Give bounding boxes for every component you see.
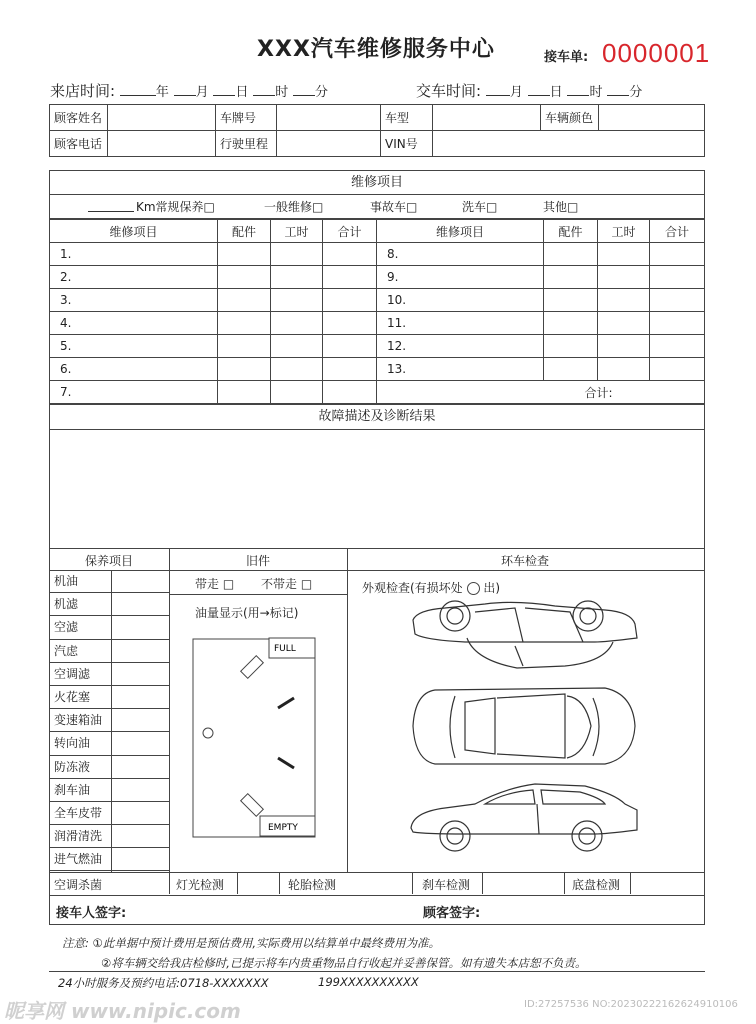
maint-item: 机油 bbox=[49, 570, 169, 593]
field-model[interactable] bbox=[433, 105, 541, 131]
field-plate[interactable] bbox=[277, 105, 381, 131]
field-name[interactable] bbox=[108, 105, 216, 131]
maint-item: 刹车油 bbox=[49, 779, 169, 802]
note-1: 注意: ①此单据中预计费用是预估费用,实际费用以结算单中最终费用为准。 bbox=[62, 936, 440, 950]
fault-section-title: 故障描述及诊断结果 bbox=[49, 404, 705, 430]
customer-signature[interactable]: 顾客签字: bbox=[423, 906, 481, 921]
table-row[interactable]: 2. 9. bbox=[50, 266, 705, 289]
light-check-label: 灯光检测 bbox=[176, 878, 225, 892]
type-other[interactable]: 其他□ bbox=[543, 200, 579, 214]
field-phone[interactable] bbox=[108, 131, 216, 157]
car-side-top-icon bbox=[413, 601, 637, 668]
total-label: 合计: bbox=[377, 381, 705, 404]
maint-item: 空调滤 bbox=[49, 663, 169, 686]
maint-list bbox=[49, 570, 169, 871]
depart-time: 交车时间: 月 日 时 分 bbox=[416, 82, 643, 100]
maint-item: 变速箱油 bbox=[49, 709, 169, 732]
maint-item: 全车皮带 bbox=[49, 802, 169, 825]
maint-item: 火花塞 bbox=[49, 686, 169, 709]
take-away-checkbox[interactable]: 带走 □ bbox=[195, 577, 235, 591]
field-vin[interactable] bbox=[433, 131, 705, 157]
label-phone: 顾客电话 bbox=[50, 131, 108, 157]
mobile-phone: 199XXXXXXXXXX bbox=[318, 975, 419, 989]
maint-item: 机滤 bbox=[49, 593, 169, 616]
label-mileage: 行驶里程 bbox=[216, 131, 277, 157]
repair-section-title: 维修项目 bbox=[49, 170, 705, 195]
receipt-number: 0000001 bbox=[602, 38, 711, 68]
oldparts-header: 旧件 bbox=[245, 554, 270, 568]
service-phone: 24小时服务及预约电话:0718-XXXXXXX bbox=[58, 976, 269, 990]
label-color: 车辆颜色 bbox=[541, 105, 599, 131]
table-row[interactable]: 1. 8. bbox=[50, 243, 705, 266]
watermark-id: ID:27257536 NO:20230222162624910106 bbox=[524, 999, 738, 1010]
label-vin: VIN号 bbox=[381, 131, 433, 157]
maint-item: 进气燃油 bbox=[49, 848, 169, 871]
customer-info-table bbox=[49, 104, 705, 157]
label-model: 车型 bbox=[381, 105, 433, 131]
full-label: FULL bbox=[274, 644, 296, 654]
field-mileage[interactable] bbox=[277, 131, 381, 157]
circle-mark-icon bbox=[467, 582, 480, 595]
table-row[interactable]: 6. 13. bbox=[50, 358, 705, 381]
signature-row bbox=[49, 894, 705, 925]
leave-checkbox[interactable]: 不带走 □ bbox=[261, 577, 313, 591]
table-row[interactable]: 4. 11. bbox=[50, 312, 705, 335]
maint-item: 空调杀菌 bbox=[54, 878, 103, 892]
fuel-gauge[interactable] bbox=[190, 636, 320, 840]
label-name: 顾客姓名 bbox=[50, 105, 108, 131]
car-side-bottom-icon bbox=[411, 784, 637, 851]
maint-item: 汽虑 bbox=[49, 640, 169, 663]
arrive-time: 来店时间: 年 月 日 时 分 bbox=[50, 82, 329, 100]
table-row[interactable]: 5. 12. bbox=[50, 335, 705, 358]
type-accident[interactable]: 事故车□ bbox=[370, 200, 418, 214]
empty-label: EMPTY bbox=[268, 823, 298, 833]
maint-item: 空滤 bbox=[49, 616, 169, 639]
tire-check-label: 轮胎检测 bbox=[288, 878, 337, 892]
maint-item: 防冻液 bbox=[49, 756, 169, 779]
car-top-view-icon bbox=[413, 688, 635, 764]
fault-description-area[interactable] bbox=[49, 428, 705, 548]
page-title: XXX汽车维修服务中心 bbox=[257, 37, 495, 62]
field-color[interactable] bbox=[599, 105, 705, 131]
watermark-logo: 昵享网 www.nipic.com bbox=[4, 999, 241, 1023]
type-general[interactable]: 一般维修□ bbox=[264, 200, 324, 214]
table-row[interactable]: 3. 10. bbox=[50, 289, 705, 312]
car-diagram[interactable] bbox=[405, 598, 645, 860]
type-regular[interactable]: Km常规保养□ bbox=[136, 200, 215, 214]
check-header: 环车检查 bbox=[500, 554, 549, 568]
maint-header: 保养项目 bbox=[84, 554, 133, 568]
type-wash[interactable]: 洗车□ bbox=[462, 200, 498, 214]
chassis-check-label: 底盘检测 bbox=[572, 878, 621, 892]
maint-item: 转向油 bbox=[49, 732, 169, 755]
exterior-check-label: 外观检查(有损坏处 出) bbox=[362, 581, 501, 595]
repair-types bbox=[49, 194, 705, 219]
table-row[interactable]: 7. 合计: bbox=[50, 381, 705, 404]
label-plate: 车牌号 bbox=[216, 105, 277, 131]
repair-items-table: 维修项目 配件 工时 合计 维修项目 配件 工时 合计 1. 8. 2. 9. 3. 10. 4. 11. 5. 12. 6. 13. 7. 合计: bbox=[49, 219, 705, 404]
brake-check-label: 刹车检测 bbox=[422, 878, 471, 892]
maint-item: 润滑清洗 bbox=[49, 825, 169, 848]
receiver-signature[interactable]: 接车人签字: bbox=[56, 906, 127, 921]
fuel-label: 油量显示(用→标记) bbox=[195, 606, 299, 620]
receipt-label: 接车单: bbox=[544, 50, 589, 65]
note-2: ②将车辆交给我店检修时,已提示将车内贵重物品自行收起并妥善保管。如有遗失本店恕不负责。 bbox=[101, 956, 587, 970]
